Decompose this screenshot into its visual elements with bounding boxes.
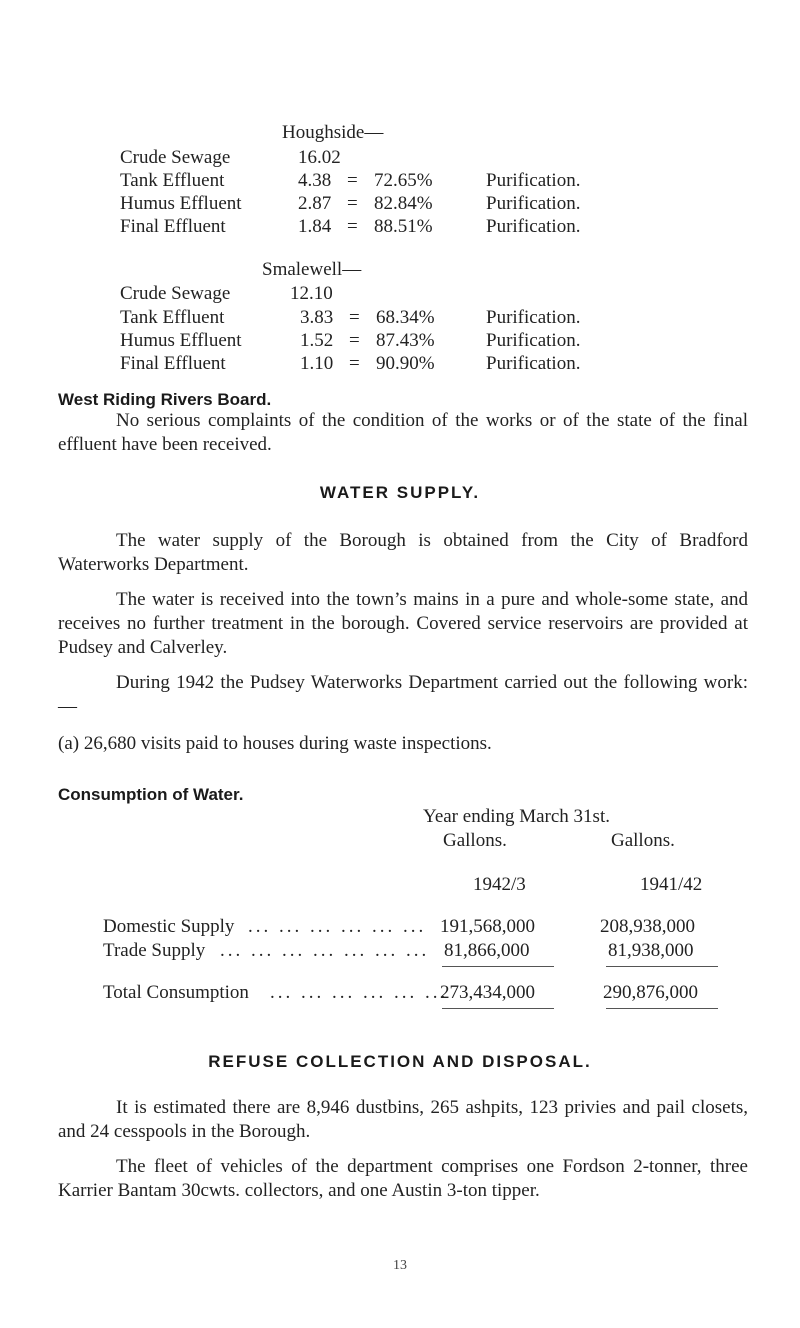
houghside-label: Crude Sewage [120,147,231,168]
water-supply-heading: WATER SUPPLY. [319,483,481,502]
smalewell-value: 1.10 [300,353,334,374]
houghside-value: 1.84 [298,216,332,237]
consumption-value-1: 191,568,000 [440,916,535,937]
purification-percent: 90.90% [376,353,435,374]
consumption-row-label: Domestic Supply [103,916,235,937]
consumption-value-2: 208,938,000 [600,916,695,937]
houghside-label: Final Effluent [120,216,226,237]
unit-header-1: Gallons. [443,830,507,851]
unit-header-2: Gallons. [611,830,675,851]
smalewell-value: 1.52 [300,330,334,351]
year-ending-header: Year ending March 31st. [423,806,610,827]
equals-sign: = [347,216,358,237]
houghside-value: 4.38 [298,170,332,191]
year-column-1: 1942/3 [473,874,526,895]
leader-dots: ... ... ... ... ... ... [270,982,449,1003]
subtotal-rule-2 [606,966,718,967]
page-number: 13 [393,1258,407,1273]
total-consumption-label: Total Consumption [103,982,249,1003]
consumption-row-label: Trade Supply [103,940,206,961]
purification-word: Purification. [486,170,581,191]
consumption-value-2: 81,938,000 [608,940,694,961]
equals-sign: = [349,330,360,351]
purification-word: Purification. [486,193,581,214]
purification-percent: 82.84% [374,193,433,214]
houghside-value: 2.87 [298,193,332,214]
smalewell-label: Tank Effluent [120,307,225,328]
subtotal-rule-1 [442,966,554,967]
purification-word: Purification. [486,353,581,374]
rivers-board-heading: West Riding Rivers Board. [58,390,272,409]
refuse-para-1: It is estimated there are 8,946 dustbins, 265 ashpits, 123 privies and pail closets, and 24 cesspools in the Borough. [58,1097,748,1142]
houghside-title: Houghside— [282,122,384,143]
total-value-2: 290,876,000 [603,982,698,1003]
smalewell-value: 12.10 [290,283,333,304]
purification-word: Purification. [486,307,581,328]
refuse-heading: REFUSE COLLECTION AND DISPOSAL. [208,1052,592,1071]
total-rule-1 [442,1008,554,1009]
smalewell-label: Humus Effluent [120,330,242,351]
total-rule-2 [606,1008,718,1009]
smalewell-value: 3.83 [300,307,334,328]
equals-sign: = [349,307,360,328]
purification-percent: 87.43% [376,330,435,351]
water-supply-para-2: The water is received into the town’s mains in a pure and whole-some state, and receives no further treatment in the borough. Covered service reservoirs are provided at Pudsey and Calverley. [58,589,748,658]
water-supply-item-a: (a) 26,680 visits paid to houses during waste inspections. [58,733,492,754]
water-supply-para-1: The water supply of the Borough is obtained from the City of Bradford Waterworks Department. [58,530,748,575]
leader-dots: ... ... ... ... ... ... [248,916,427,937]
smalewell-label: Crude Sewage [120,283,231,304]
smalewell-title: Smalewell— [262,259,362,280]
purification-word: Purification. [486,330,581,351]
consumption-heading: Consumption of Water. [58,785,244,804]
houghside-label: Humus Effluent [120,193,242,214]
total-value-1: 273,434,000 [440,982,535,1003]
equals-sign: = [349,353,360,374]
refuse-para-2: The fleet of vehicles of the department comprises one Fordson 2-tonner, three Karrier Bantam 30cwts. collectors, and one Austin 3-ton tipper. [58,1156,748,1201]
rivers-board-text: No serious complaints of the condition of the works or of the state of the final effluent have been received. [58,410,748,455]
purification-word: Purification. [486,216,581,237]
equals-sign: = [347,193,358,214]
houghside-value: 16.02 [298,147,341,168]
smalewell-label: Final Effluent [120,353,226,374]
equals-sign: = [347,170,358,191]
purification-percent: 72.65% [374,170,433,191]
year-column-2: 1941/42 [640,874,703,895]
houghside-label: Tank Effluent [120,170,225,191]
water-supply-para-3: During 1942 the Pudsey Waterworks Department carried out the following work:— [58,672,748,717]
purification-percent: 68.34% [376,307,435,328]
purification-percent: 88.51% [374,216,433,237]
consumption-value-1: 81,866,000 [444,940,530,961]
leader-dots: ... ... ... ... ... ... ... [220,940,430,961]
